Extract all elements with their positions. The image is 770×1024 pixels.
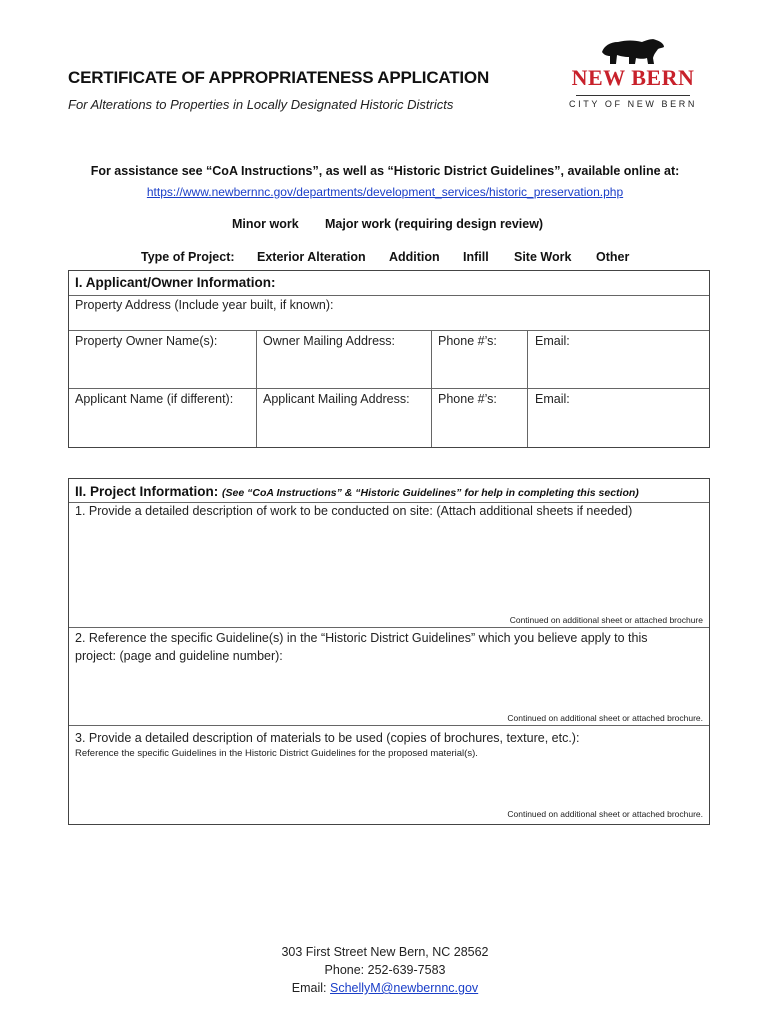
- section2-heading: [75, 484, 639, 499]
- divider: [69, 295, 709, 296]
- page-title: CERTIFICATE OF APPROPRIATENESS APPLICATION: [68, 68, 490, 87]
- section2-heading-note: (See “CoA Instructions” & “Historic Guidelines” for help in completing this section): [222, 487, 639, 499]
- section1-heading: I. Applicant/Owner Information:: [75, 275, 276, 290]
- question-2-line1: 2. Reference the specific Guideline(s) in the “Historic District Guidelines” which you believe apply to this: [75, 631, 648, 645]
- question-3: 3. Provide a detailed description of materials to be used (copies of brochures, texture, etc.):: [75, 731, 580, 745]
- option-minor-work[interactable]: Minor work: [232, 217, 299, 231]
- page-subtitle: For Alterations to Properties in Locally Designated Historic Districts: [68, 97, 454, 112]
- bear-icon: [598, 36, 668, 66]
- option-other[interactable]: Other: [596, 250, 630, 264]
- question-2-answer-area[interactable]: [75, 667, 703, 707]
- logo-subtitle: CITY OF NEW BERN: [569, 99, 697, 109]
- owner-email-field[interactable]: Email:: [535, 334, 570, 348]
- option-site-work[interactable]: Site Work: [514, 250, 572, 264]
- question-2-continued: Continued on additional sheet or attached brochure.: [507, 713, 703, 723]
- owner-mailing-field[interactable]: Owner Mailing Address:: [263, 334, 396, 348]
- divider: [69, 388, 709, 389]
- option-major-work[interactable]: Major work (requiring design review): [325, 217, 544, 231]
- logo-name: NEW BERN: [571, 65, 695, 90]
- property-address-field[interactable]: Property Address (Include year built, if known):: [75, 298, 334, 312]
- applicant-name-field[interactable]: Applicant Name (if different):: [75, 392, 234, 406]
- guidelines-link[interactable]: https://www.newbernnc.gov/departments/development_services/historic_preservation.php: [146, 185, 624, 199]
- applicant-email-field[interactable]: Email:: [535, 392, 570, 406]
- divider: [69, 330, 709, 331]
- logo-divider: [576, 95, 690, 96]
- option-infill[interactable]: Infill: [463, 250, 489, 264]
- option-addition[interactable]: Addition: [389, 250, 440, 264]
- city-logo: [568, 36, 698, 116]
- applicant-phone-field[interactable]: Phone #’s:: [438, 392, 497, 406]
- section-applicant-owner: [68, 270, 710, 448]
- footer-email-label: Email:: [291, 981, 330, 995]
- footer-phone: Phone: 252-639-7583: [324, 963, 446, 977]
- question-1-answer-area[interactable]: [75, 521, 703, 607]
- divider: [69, 627, 709, 628]
- divider: [69, 725, 709, 726]
- footer-email-line: [0, 981, 770, 995]
- question-3-continued: Continued on additional sheet or attached brochure.: [507, 809, 703, 819]
- question-2-line2: project: (page and guideline number):: [75, 649, 283, 663]
- assistance-text: For assistance see “CoA Instructions”, as well as “Historic District Guidelines”, available online at:: [90, 164, 680, 178]
- owner-name-field[interactable]: Property Owner Name(s):: [75, 334, 218, 348]
- question-3-answer-area[interactable]: [75, 763, 703, 803]
- question-3-note: Reference the specific Guidelines in the Historic District Guidelines for the proposed material(s).: [75, 748, 478, 759]
- footer-address: 303 First Street New Bern, NC 28562: [281, 945, 489, 959]
- project-type-label: Type of Project:: [141, 250, 235, 264]
- section2-heading-title: II. Project Information:: [75, 484, 219, 499]
- question-1: 1. Provide a detailed description of work to be conducted on site: (Attach additional sheets if needed): [75, 504, 633, 518]
- footer-email-link[interactable]: SchellyM@newbernnc.gov: [330, 981, 479, 995]
- applicant-mailing-field[interactable]: Applicant Mailing Address:: [263, 392, 410, 406]
- question-1-continued: Continued on additional sheet or attached brochure: [509, 615, 703, 625]
- owner-phone-field[interactable]: Phone #’s:: [438, 334, 497, 348]
- option-exterior-alteration[interactable]: Exterior Alteration: [257, 250, 366, 264]
- section-project-information: [68, 478, 710, 825]
